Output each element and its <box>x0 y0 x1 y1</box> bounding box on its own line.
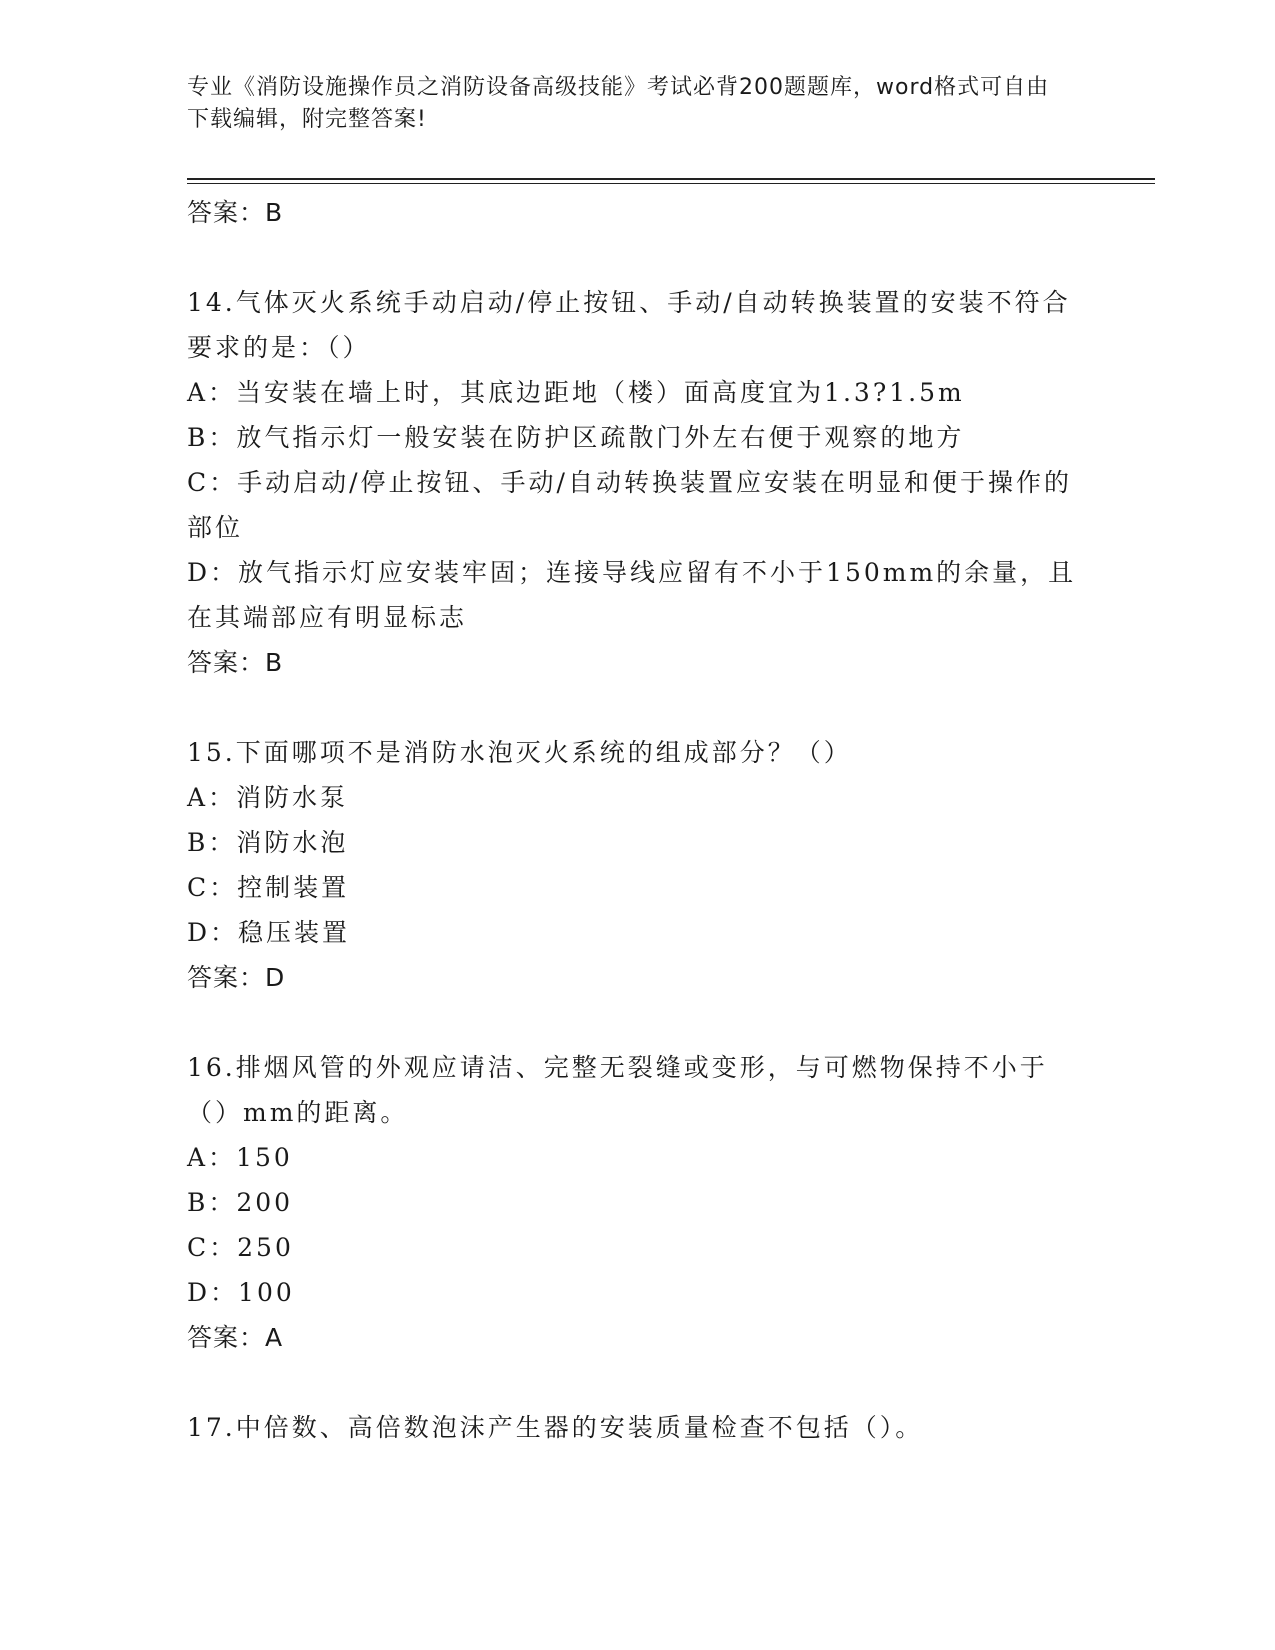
answer-value: A <box>265 1323 284 1352</box>
answer-prefix: 答案： <box>187 648 266 677</box>
option-c: C：控制装置 <box>187 873 350 902</box>
header-rule-thin <box>187 183 1155 184</box>
document-header: 专业《消防设施操作员之消防设备高级技能》考试必背200题题库，word格式可自由下载编辑，附完整答案! <box>187 75 1050 132</box>
question-text: 气体灭火系统手动启动/停止按钮、手动/自动转换装置的安装不符合要求的是：（） <box>187 288 1071 362</box>
option-d: D：100 <box>187 1278 295 1307</box>
option-a: A：当安装在墙上时，其底边距地（楼）面高度宜为1.3?1.5m <box>187 378 965 407</box>
question-text: 中倍数、高倍数泡沫产生器的安装质量检查不包括（）。 <box>235 1413 924 1442</box>
answer-prefix: 答案： <box>187 198 266 227</box>
question-16 <box>187 1045 1087 1360</box>
option-d: D：稳压装置 <box>187 918 351 947</box>
question-list <box>187 190 1087 1450</box>
question-text: 下面哪项不是消防水泡灭火系统的组成部分？（） <box>235 738 852 767</box>
question-stem <box>187 280 1087 370</box>
answer-line <box>187 955 1087 1000</box>
header-rule-thick <box>187 178 1155 180</box>
option-c: C：250 <box>187 1233 294 1262</box>
question-stem <box>187 1405 1087 1450</box>
question-number: 14. <box>187 288 236 317</box>
option-b: B：放气指示灯一般安装在防护区疏散门外左右便于观察的地方 <box>187 423 965 452</box>
question-stem <box>187 1045 1087 1135</box>
answer-line <box>187 190 1087 235</box>
option-c: C：手动启动/停止按钮、手动/自动转换装置应安装在明显和便于操作的部位 <box>187 468 1072 542</box>
question-14 <box>187 280 1087 685</box>
answer-value: D <box>265 963 286 992</box>
answer-prefix: 答案： <box>187 1323 266 1352</box>
question-text: 排烟风管的外观应请洁、完整无裂缝或变形，与可燃物保持不小于（）mm的距离。 <box>187 1053 1048 1127</box>
option-b: B：200 <box>187 1188 294 1217</box>
question-number: 15. <box>187 738 236 767</box>
option-a: A：150 <box>187 1143 293 1172</box>
answer-line <box>187 640 1087 685</box>
question-15 <box>187 730 1087 1000</box>
answer-value: B <box>265 648 284 677</box>
question-17 <box>187 1405 1087 1450</box>
question-number: 16. <box>187 1053 236 1082</box>
answer-line <box>187 1315 1087 1360</box>
option-d: D：放气指示灯应安装牢固；连接导线应留有不小于150mm的余量，且在其端部应有明显标志 <box>187 558 1077 632</box>
answer-prefix: 答案： <box>187 963 266 992</box>
option-b: B：消防水泡 <box>187 828 349 857</box>
answer-value: B <box>265 198 284 227</box>
option-a: A：消防水泵 <box>187 783 349 812</box>
question-stem <box>187 730 1087 775</box>
question-number: 17. <box>187 1413 236 1442</box>
